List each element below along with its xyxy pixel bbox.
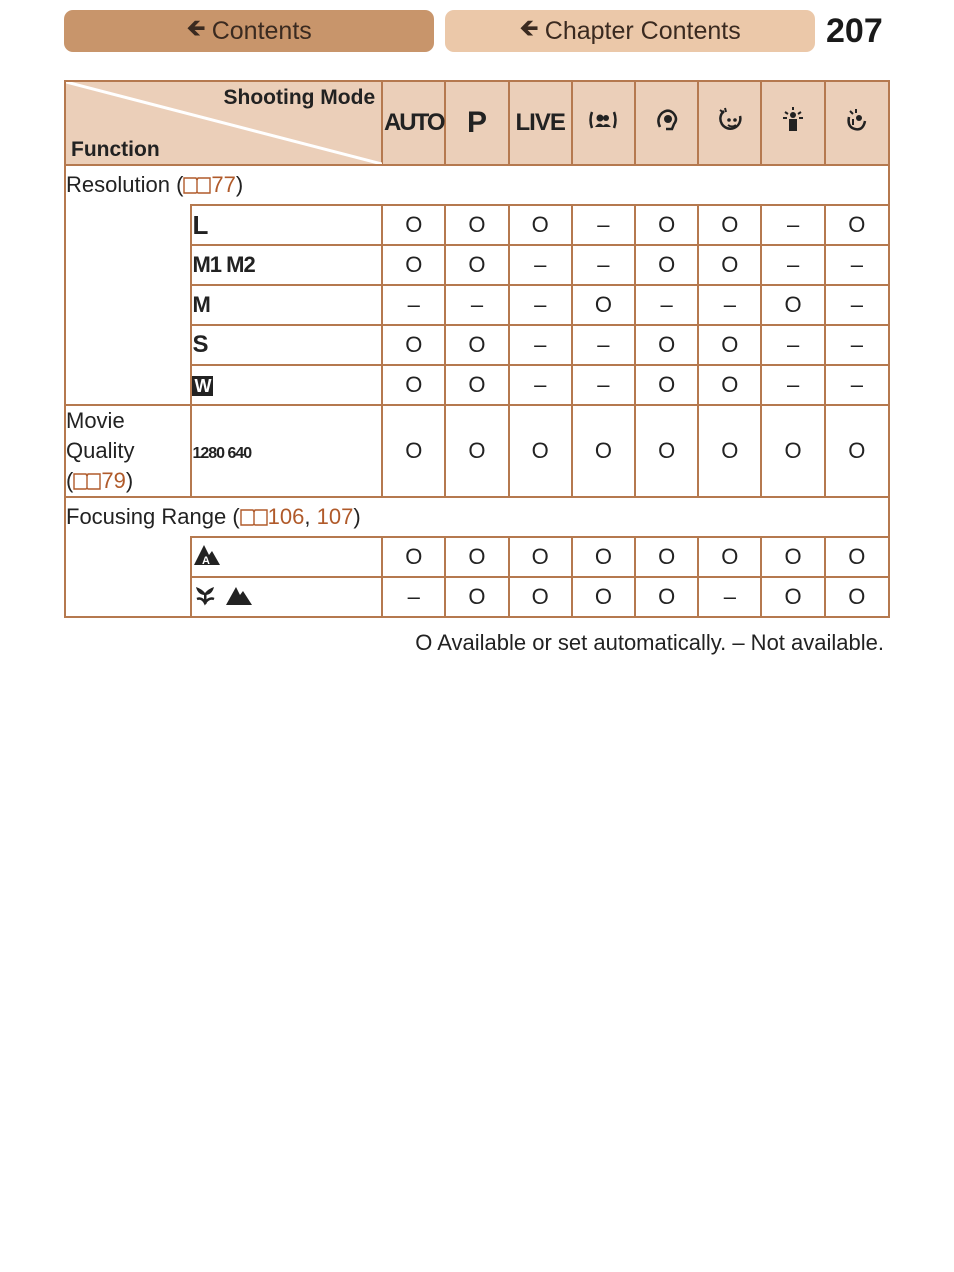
page-ref-link[interactable]: 106 [267, 504, 305, 529]
table-cell: – [761, 365, 824, 405]
table-cell: – [382, 577, 445, 617]
table-cell: O [635, 577, 698, 617]
table-cell: – [382, 285, 445, 325]
chapter-contents-label: Chapter Contents [544, 16, 741, 45]
table-cell: O [825, 205, 889, 245]
arrow-left-icon: 🡸 [519, 14, 539, 42]
table-cell: – [761, 325, 824, 365]
table-cell: O [761, 405, 824, 497]
table-cell: O [698, 405, 761, 497]
group-label: Focusing Range [66, 504, 227, 529]
table-cell: O [445, 405, 508, 497]
movie-quality-label-cell: Movie Quality ( 79) [65, 405, 191, 497]
table-cell: – [825, 245, 889, 285]
resolution-wide-icon: W [191, 365, 382, 405]
function-mode-table [64, 80, 890, 618]
movie-quality-icon: 1280 640 [191, 405, 382, 497]
mode-auto-icon: AUTO [382, 81, 445, 165]
table-cell: – [509, 245, 572, 285]
mode-live-icon: LIVE [509, 81, 572, 165]
auto-focus-icon [191, 537, 382, 577]
table-cell: O [382, 365, 445, 405]
table-cell: O [635, 365, 698, 405]
table-cell: – [572, 245, 635, 285]
table-cell: O [635, 405, 698, 497]
svg-text:A: A [202, 555, 211, 567]
table-cell: O [698, 537, 761, 577]
table-cell: O [635, 325, 698, 365]
resolution-medium-icon: M [191, 285, 382, 325]
resolution-large-icon: L [191, 205, 382, 245]
table-cell: – [825, 325, 889, 365]
table-cell: O [698, 325, 761, 365]
resolution-small-icon: S [191, 325, 382, 365]
book-icon [73, 472, 101, 490]
table-corner-header [65, 81, 382, 165]
group-label: Movie [66, 408, 125, 433]
resolution-m1-m2-icon: M1 M2 [191, 245, 382, 285]
table-cell: O [445, 365, 508, 405]
shooting-mode-header: Shooting Mode [223, 86, 376, 109]
table-cell: – [509, 285, 572, 325]
arrow-left-icon: 🡸 [186, 14, 206, 42]
table-cell: O [445, 577, 508, 617]
table-cell: O [825, 537, 889, 577]
table-cell: O [382, 245, 445, 285]
table-cell: O [509, 577, 572, 617]
table-cell: O [572, 577, 635, 617]
table-row [65, 205, 889, 245]
table-cell: – [509, 365, 572, 405]
group-label: Quality [66, 438, 135, 463]
page-ref-link[interactable]: 79 [101, 468, 126, 493]
page-number: 207 [826, 12, 883, 50]
table-cell: O [382, 325, 445, 365]
table-cell: O [635, 537, 698, 577]
table-cell: O [572, 285, 635, 325]
table-cell: – [572, 325, 635, 365]
table-cell: – [825, 365, 889, 405]
group-label: Resolution [66, 172, 170, 197]
table-cell: – [698, 285, 761, 325]
table-cell: O [635, 205, 698, 245]
table-row [65, 165, 889, 205]
table-cell: O [445, 325, 508, 365]
macro-infinity-icon [191, 577, 382, 617]
table-cell: O [698, 245, 761, 285]
table-cell: O [761, 577, 824, 617]
table-cell: O [761, 285, 824, 325]
table-cell: O [445, 537, 508, 577]
table-cell: O [382, 405, 445, 497]
table-cell: – [572, 205, 635, 245]
contents-button[interactable] [64, 10, 434, 52]
book-icon [240, 508, 268, 526]
chapter-contents-button[interactable] [445, 10, 815, 52]
table-cell: O [509, 205, 572, 245]
table-cell: – [761, 245, 824, 285]
function-header: Function [71, 138, 160, 161]
table-cell: – [572, 365, 635, 405]
table-cell: – [761, 205, 824, 245]
light-icon [761, 81, 824, 165]
table-cell: O [382, 205, 445, 245]
snow-icon [825, 81, 889, 165]
smile-icon [698, 81, 761, 165]
table-cell: O [761, 537, 824, 577]
table-cell: – [635, 285, 698, 325]
table-row [65, 537, 889, 577]
group-spacer [65, 205, 191, 405]
mode-program-icon: P [445, 81, 508, 165]
table-cell: – [509, 325, 572, 365]
table-cell: O [572, 405, 635, 497]
table-cell: O [572, 537, 635, 577]
contents-label: Contents [211, 16, 312, 45]
table-cell: O [445, 205, 508, 245]
table-cell: – [445, 285, 508, 325]
group-spacer [65, 537, 191, 617]
book-icon [183, 176, 211, 194]
table-row [65, 405, 889, 497]
table-cell: O [635, 245, 698, 285]
table-row [65, 497, 889, 537]
table-cell: – [698, 577, 761, 617]
resolution-label-cell: Resolution ( 77) [65, 165, 889, 205]
page-ref-link[interactable]: 77 [211, 172, 236, 197]
face-icon [635, 81, 698, 165]
table-cell: O [509, 405, 572, 497]
table-cell: O [825, 577, 889, 617]
legend-text: O Available or set automatically. – Not available. [415, 630, 884, 655]
table-cell: – [825, 285, 889, 325]
focusing-range-label-cell: Focusing Range ( 106, 107) [65, 497, 889, 537]
table-cell: O [382, 537, 445, 577]
page-ref-link[interactable]: 107 [316, 504, 354, 529]
table-cell: O [509, 537, 572, 577]
portrait-icon [572, 81, 635, 165]
table-cell: O [698, 365, 761, 405]
table-cell: O [698, 205, 761, 245]
table-cell: O [445, 245, 508, 285]
table-cell: O [825, 405, 889, 497]
